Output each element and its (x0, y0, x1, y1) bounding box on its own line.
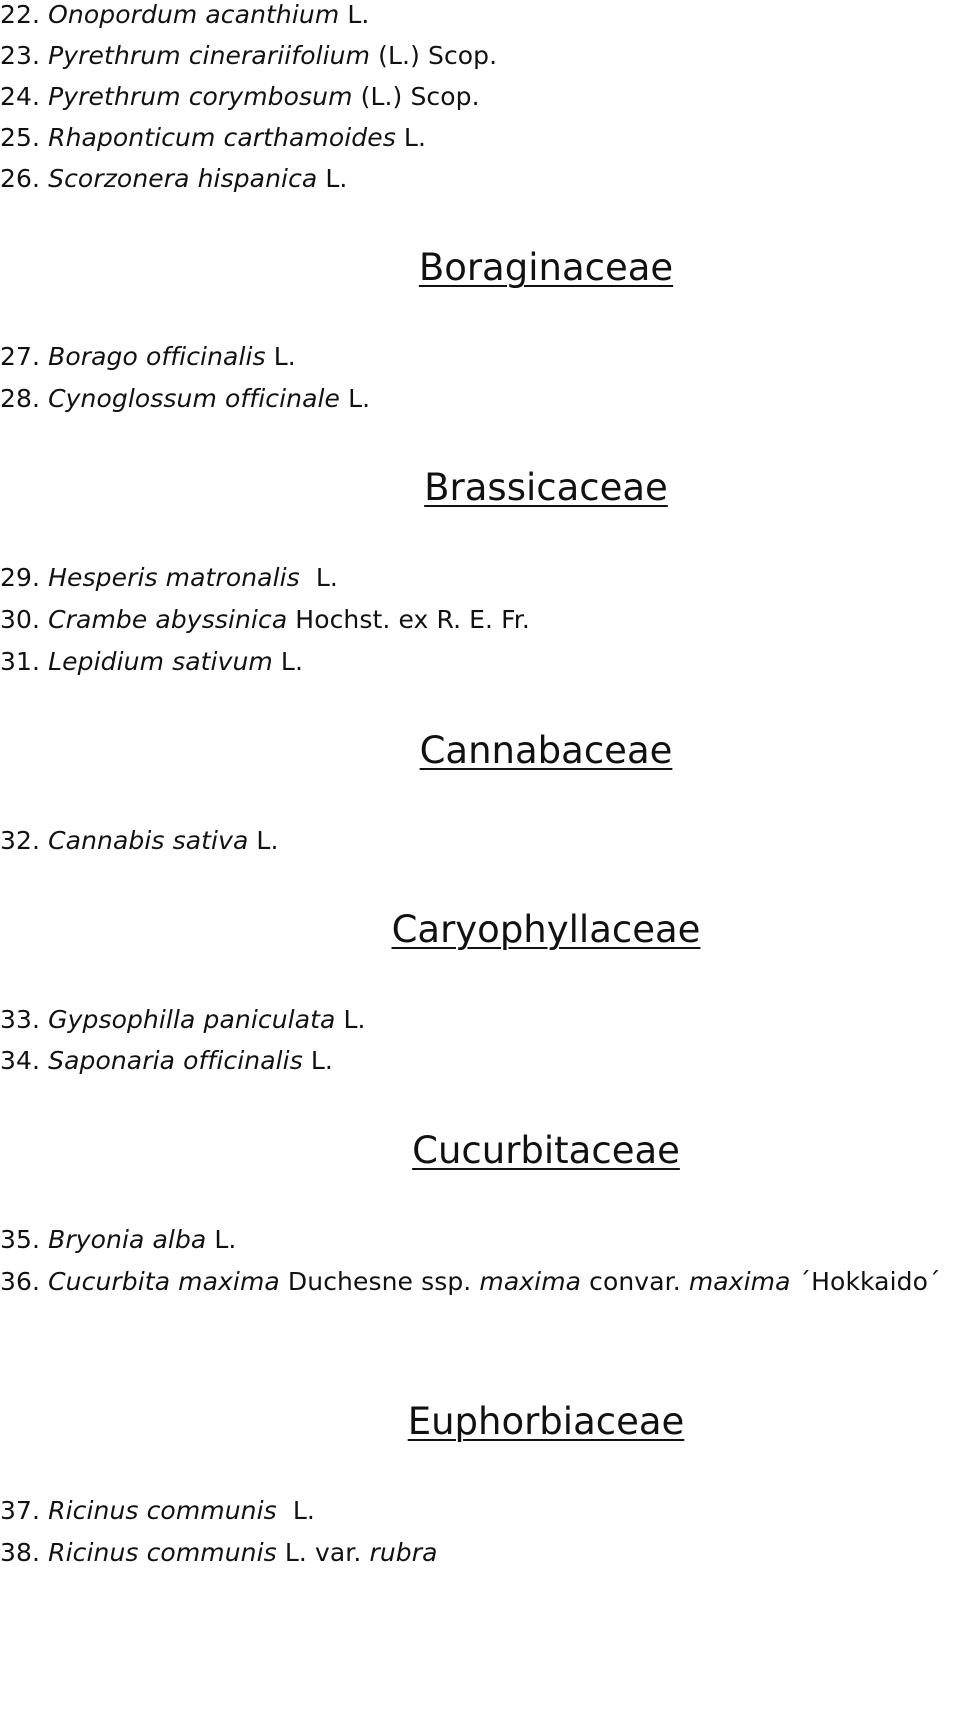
species-entry: 38. Ricinus communis L. var. rubra (0, 1538, 438, 1567)
species-entry: 36. Cucurbita maxima Duchesne ssp. maxima convar. maxima ´Hokkaido´ (0, 1267, 941, 1296)
species-entry: 32. Cannabis sativa L. (0, 826, 279, 855)
species-entry: 34. Saponaria officinalis L. (0, 1046, 333, 1075)
species-entry: 31. Lepidium sativum L. (0, 647, 304, 676)
species-entry: 23. Pyrethrum cinerariifolium (L.) Scop. (0, 41, 498, 70)
family-heading: Caryophyllaceae (391, 908, 701, 951)
species-entry: 27. Borago officinalis L. (0, 342, 296, 371)
species-entry: 37. Ricinus communis L. (0, 1496, 315, 1525)
species-entry: 22. Onopordum acanthium L. (0, 0, 370, 29)
species-entry: 35. Bryonia alba L. (0, 1225, 237, 1254)
family-heading: Brassicaceae (424, 466, 668, 509)
species-entry: 33. Gypsophilla paniculata L. (0, 1005, 366, 1034)
family-heading: Euphorbiaceae (407, 1400, 685, 1443)
family-heading: Cannabaceae (419, 729, 673, 772)
species-entry: 29. Hesperis matronalis L. (0, 563, 338, 592)
family-heading: Cucurbitaceae (412, 1129, 680, 1172)
family-heading: Boraginaceae (418, 246, 674, 289)
species-entry: 24. Pyrethrum corymbosum (L.) Scop. (0, 82, 480, 111)
species-entry: 26. Scorzonera hispanica L. (0, 164, 348, 193)
species-entry: 25. Rhaponticum carthamoides L. (0, 123, 426, 152)
species-entry: 28. Cynoglossum officinale L. (0, 384, 371, 413)
species-entry: 30. Crambe abyssinica Hochst. ex R. E. Fr. (0, 605, 530, 634)
